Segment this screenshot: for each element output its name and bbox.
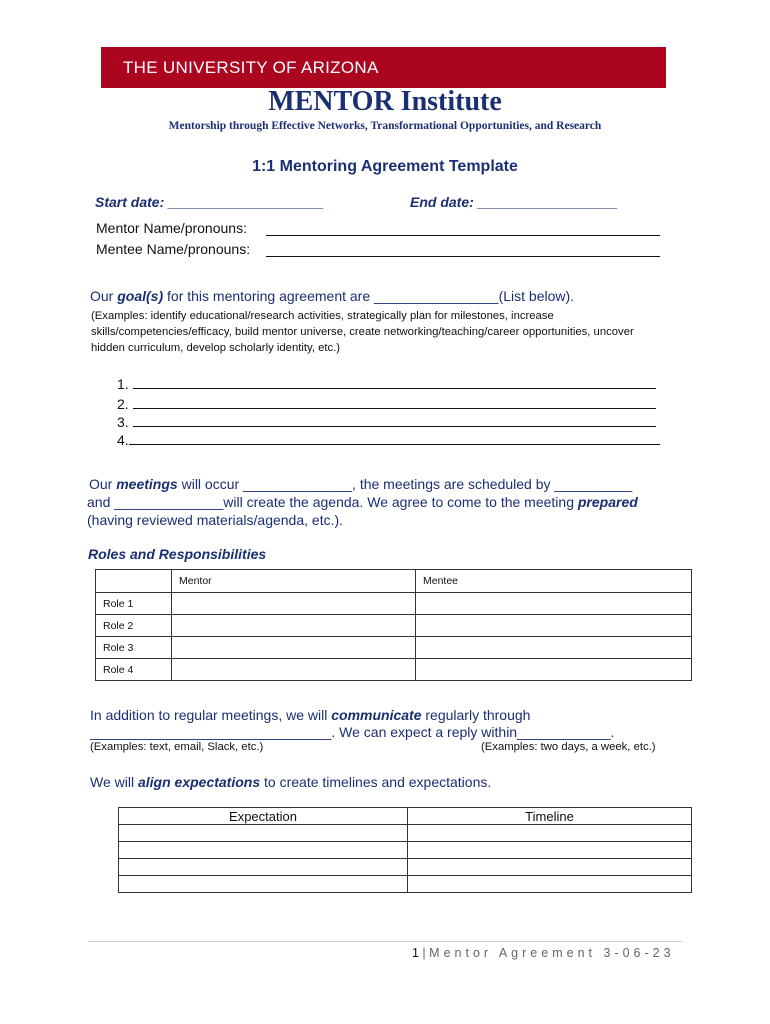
university-banner xyxy=(101,47,666,88)
goals-examples: (Examples: identify educational/research activities, strategically plan for milestones, increase skills/competencies/efficacy, build mentor universe, create networking/teaching/career opportunities, uncover hidden curriculum, develop scholarly identity, etc.) xyxy=(91,310,634,354)
table-row xyxy=(119,842,692,859)
role-mentor-cell[interactable] xyxy=(172,659,416,681)
table-row xyxy=(119,859,692,876)
university-wordmark: THE UNIVERSITY OF ARIZONA xyxy=(123,58,379,77)
expectation-col-header: Expectation xyxy=(119,808,408,825)
meetings-line-1: Our meetings will occur ______________, the meetings are scheduled by __________ xyxy=(89,476,633,492)
expectation-cell[interactable] xyxy=(119,825,408,842)
expectations-statement: We will align expectations to create timelines and expectations. xyxy=(90,774,492,790)
communication-example-right: (Examples: two days, a week, etc.) xyxy=(481,741,656,753)
mentee-name-label: Mentee Name/pronouns: xyxy=(96,241,251,257)
role-mentor-cell[interactable] xyxy=(172,615,416,637)
roles-heading: Roles and Responsibilities xyxy=(88,546,267,562)
role-label: Role 3 xyxy=(96,637,172,659)
expectations-header-row xyxy=(119,808,692,825)
table-row xyxy=(96,659,692,681)
role-mentee-cell[interactable] xyxy=(416,659,692,681)
page-number: 1 xyxy=(412,946,419,960)
roles-table xyxy=(95,569,692,681)
end-date-field[interactable]: End date: __________________ xyxy=(410,194,618,210)
goal-item-3[interactable]: 3. xyxy=(117,414,656,430)
mentor-name-label: Mentor Name/pronouns: xyxy=(96,220,247,236)
roles-corner-cell xyxy=(96,570,172,593)
timeline-col-header: Timeline xyxy=(408,808,692,825)
table-row xyxy=(96,637,692,659)
communication-line-2: _______________________________. We can expect a reply within____________. xyxy=(90,724,615,740)
role-label: Role 2 xyxy=(96,615,172,637)
mentor-name-field[interactable] xyxy=(266,222,660,236)
timeline-cell[interactable] xyxy=(408,825,692,842)
mentee-name-field[interactable] xyxy=(266,243,660,257)
roles-header-row xyxy=(96,570,692,593)
start-date-field[interactable]: Start date: ____________________ xyxy=(95,194,324,210)
expectations-table xyxy=(118,807,692,893)
expectation-cell[interactable] xyxy=(119,842,408,859)
institute-tagline: Mentorship through Effective Networks, Transformational Opportunities, and Research xyxy=(168,120,602,132)
footer-text: Mentor Agreement 3-06-23 xyxy=(429,946,675,960)
table-row xyxy=(96,593,692,615)
footer-divider xyxy=(88,941,682,942)
role-label: Role 4 xyxy=(96,659,172,681)
meetings-line-3: (having reviewed materials/agenda, etc.). xyxy=(87,512,344,528)
goal-item-4[interactable]: 4. xyxy=(117,432,660,448)
timeline-cell[interactable] xyxy=(408,859,692,876)
expectation-cell[interactable] xyxy=(119,859,408,876)
goals-statement: Our goal(s) for this mentoring agreement are ________________(List below). xyxy=(90,288,575,304)
page-footer: 1 | Mentor Agreement 3-06-23 xyxy=(412,946,675,960)
roles-col-mentor: Mentor xyxy=(172,570,416,593)
table-row xyxy=(119,876,692,893)
role-label: Role 1 xyxy=(96,593,172,615)
institute-title: MENTOR Institute xyxy=(268,86,502,117)
table-row xyxy=(96,615,692,637)
role-mentee-cell[interactable] xyxy=(416,593,692,615)
meetings-line-2: and ______________will create the agenda. We agree to come to the meeting prepared xyxy=(87,494,638,510)
table-row xyxy=(119,825,692,842)
communication-line-1: In addition to regular meetings, we will communicate regularly through xyxy=(90,707,531,723)
role-mentor-cell[interactable] xyxy=(172,637,416,659)
role-mentee-cell[interactable] xyxy=(416,615,692,637)
roles-col-mentee: Mentee xyxy=(416,570,692,593)
timeline-cell[interactable] xyxy=(408,842,692,859)
goal-item-2[interactable]: 2. xyxy=(117,396,656,412)
document-title: 1:1 Mentoring Agreement Template xyxy=(252,158,518,175)
role-mentor-cell[interactable] xyxy=(172,593,416,615)
communication-example-left: (Examples: text, email, Slack, etc.) xyxy=(90,741,264,753)
goal-item-1[interactable]: 1. xyxy=(117,376,656,392)
timeline-cell[interactable] xyxy=(408,876,692,893)
role-mentee-cell[interactable] xyxy=(416,637,692,659)
expectation-cell[interactable] xyxy=(119,876,408,893)
